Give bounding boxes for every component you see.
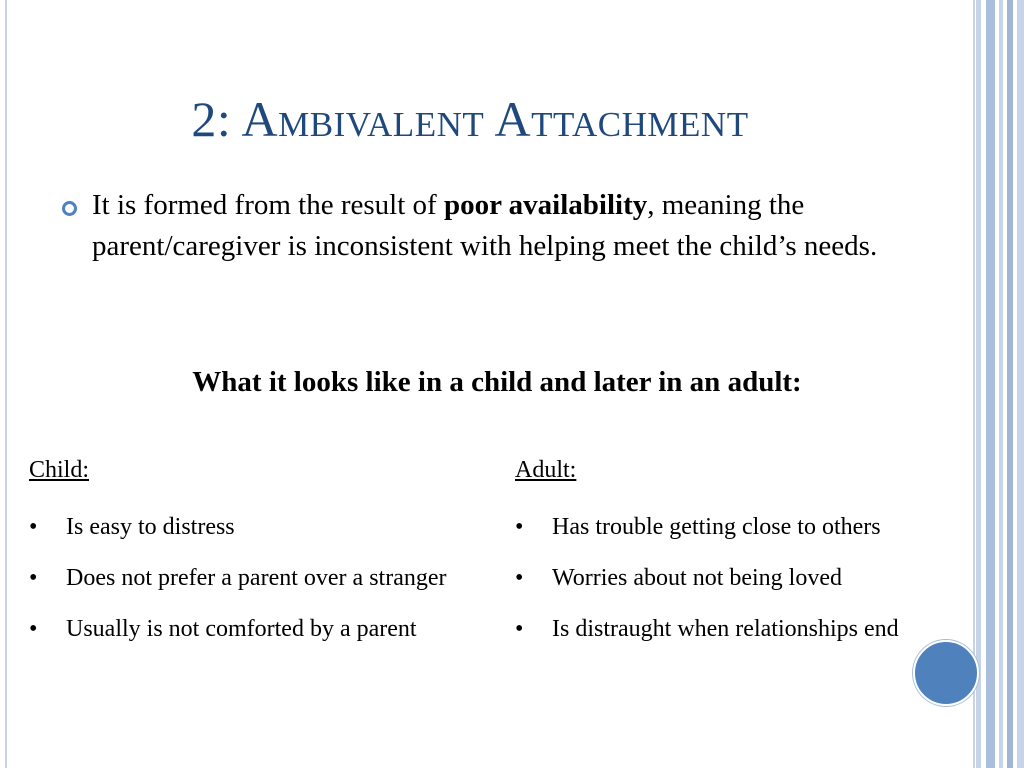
stripe [1007,0,1013,768]
adult-column [515,450,955,655]
list-item [29,604,469,655]
list-item-text: Does not prefer a parent over a stranger [66,565,447,591]
bullet-dot: • [515,565,524,591]
bullet-dot: • [515,616,524,642]
child-column [29,450,469,655]
stripe [1017,0,1024,768]
slide-title: 2: Ambivalent Attachment [191,91,749,147]
stripe [999,0,1003,768]
list-item-text: Worries about not being loved [552,565,843,591]
child-list [29,502,469,655]
list-item [515,502,955,553]
list-item [515,604,955,655]
comparison-heading: What it looks like in a child and later in an adult: [192,366,802,398]
bullet-dot: • [29,616,38,642]
list-item [515,553,955,604]
child-heading: Child: [29,457,90,483]
list-item-text: Has trouble getting close to others [552,514,881,540]
adult-list [515,502,955,655]
intro-text-before: It is formed from the result of [92,189,444,221]
list-item [29,553,469,604]
decorative-circle [913,640,979,706]
bullet-dot: • [515,514,524,540]
list-item-text: Is easy to distress [66,514,235,540]
adult-heading: Adult: [515,457,577,483]
list-item [29,502,469,553]
intro-text-after: , meaning the parent/caregiver is inconsistent with helping meet the child’s needs. [92,189,878,262]
ring-bullet-icon [62,201,77,216]
list-item-text: Usually is not comforted by a parent [66,616,417,642]
intro-text [92,185,922,267]
intro-text-bold: poor availability [443,189,648,221]
intro-bullet [62,185,922,267]
bullet-dot: • [29,514,38,540]
bullet-dot: • [29,565,38,591]
list-item-text: Is distraught when relationships end [552,616,899,642]
